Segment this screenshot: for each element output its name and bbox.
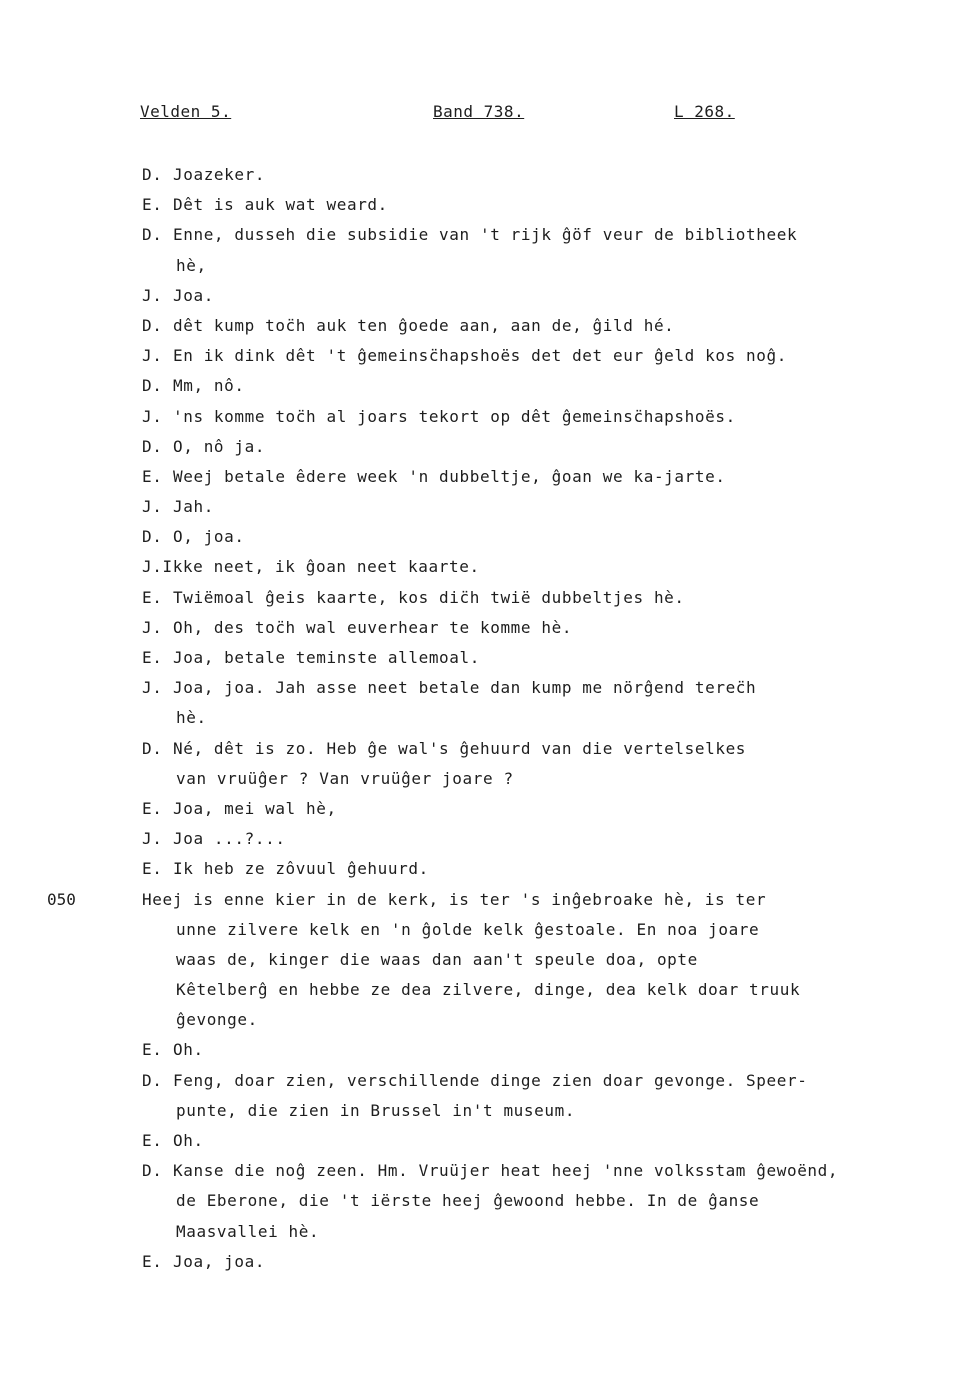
transcript-line [0,764,979,794]
transcript-line [0,371,979,401]
transcript-line [0,492,979,522]
speaker-label: J. [142,285,163,305]
header-tape-number: Band 738. [433,102,525,121]
speaker-label: E. [142,195,163,215]
utterance-text: Kanse die noĝ zeen. Hm. Vruüjer heat heej 'nne volksstam ĝewoënd, [173,1161,839,1181]
transcript-line [0,1066,979,1096]
transcript-line [0,854,979,884]
speaker-label: D. [142,1070,163,1090]
speaker-label: D. [142,376,163,396]
transcript-line [0,1247,979,1277]
speaker-label: J. [142,829,163,849]
transcript-line [0,673,979,703]
transcript-line [0,1005,979,1035]
utterance-text: Heej is enne kier in de kerk, is ter 's inĝebroake hè, is ter [142,889,767,909]
transcript-line [0,703,979,733]
margin-counter: 050 [47,889,76,909]
speaker-label: D. [142,315,163,335]
speaker-label: J. [142,497,163,517]
speaker-label: E. [142,1040,163,1060]
transcript-line [0,552,979,582]
transcript-line [0,220,979,250]
transcript-line [0,794,979,824]
speaker-label: D. [142,1161,163,1181]
header-location: Velden 5. [140,102,232,121]
transcript-line [0,432,979,462]
speaker-label: E. [142,648,163,667]
transcript-line [0,945,979,975]
transcript-line [0,613,979,643]
speaker-label: D. [142,527,163,547]
speaker-label: E. [142,1131,163,1150]
utterance-continuation: punte, die zien in Brussel in't museum. [176,1100,576,1120]
utterance-text: Joa, mei wal hè, [173,798,337,818]
utterance-text: Twiëmoal ĝeis kaarte, kos dic̈h twië dubbeltjes hè. [173,587,685,607]
utterance-text: Feng, doar zien, verschillende dinge zien doar gevonge. Speer- [173,1070,808,1090]
utterance-continuation: van vruüĝer ? Van vruüĝer joare ? [176,768,514,788]
utterance-continuation: ĝevonge. [176,1010,258,1030]
transcript-line [0,311,979,341]
speaker-label: E. [142,859,163,879]
speaker-label: D. [142,225,163,245]
speaker-label: D. [142,436,163,456]
speaker-label: E. [142,798,163,818]
transcript-line [0,190,979,220]
utterance-text: Né, dêt is zo. Heb ĝe wal's ĝehuurd van die vertelselkes [173,738,747,758]
transcript-line [0,1217,979,1247]
speaker-label: J. [142,678,163,698]
utterance-text: Ik heb ze zôvuul ĝehuurd. [173,859,429,879]
utterance-continuation: hè, [176,255,207,275]
speaker-label: D. [142,738,163,758]
header-page-number: L 268. [674,102,735,121]
utterance-text: Jah. [173,497,214,517]
transcript-line [0,734,979,764]
utterance-text: Joa, joa. Jah asse neet betale dan kump me nörĝend terec̈h [173,678,757,698]
transcript-line [0,824,979,854]
utterance-text: Joa, joa. [173,1251,266,1271]
utterance-text: En ik dink dêt 't ĝemeinsc̈hapshoës det det eur ĝeld kos noĝ. [173,346,787,366]
transcript-line [0,402,979,432]
speaker-label: E. [142,1251,163,1271]
utterance-text: Oh. [173,1131,204,1150]
utterance-text: Oh. [173,1040,204,1060]
utterance-continuation: Kêtelberĝ en hebbe ze dea zilvere, dinge, dea kelk doar truuk [176,980,801,1000]
speaker-label: E. [142,466,163,486]
transcript-line [0,1186,979,1216]
utterance-continuation: waas de, kinger die waas dan aan't speule doa, opte [176,949,698,969]
utterance-text: Dêt is auk wat weard. [173,195,388,215]
utterance-text: Oh, des toc̈h wal euverhear te komme hè. [173,617,573,637]
transcript-line [0,160,979,190]
transcript [0,160,979,1277]
transcript-line [0,251,979,281]
utterance-text: Joa. [173,285,214,305]
transcript-line [0,1096,979,1126]
transcript-line [0,915,979,945]
transcript-line [0,462,979,492]
transcript-line [0,583,979,613]
utterance-text: O, nô ja. [173,436,266,456]
utterance-text: Mm, nô. [173,376,245,396]
transcript-line [0,522,979,552]
speaker-label: D. [142,165,163,184]
utterance-text: J.Ikke neet, ik ĝoan neet kaarte. [142,557,480,577]
utterance-text: Joa, betale teminste allemoal. [173,648,480,667]
speaker-label: J. [142,617,163,637]
utterance-continuation: Maasvallei hè. [176,1221,320,1241]
transcript-line [0,975,979,1005]
speaker-label: E. [142,587,163,607]
transcript-line [0,281,979,311]
transcript-line [0,1126,979,1156]
transcript-line [0,1156,979,1186]
utterance-continuation: de Eberone, die 't iërste heej ĝewoond hebbe. In de ĝanse [176,1191,760,1211]
transcript-line [0,341,979,371]
transcript-line [0,885,979,915]
transcript-line [0,643,979,673]
utterance-text: 'ns komme toc̈h al joars tekort op dêt ĝemeinsc̈hapshoës. [173,406,736,426]
utterance-text: Enne, dusseh die subsidie van 't rijk ĝöf veur de bibliotheek [173,225,798,245]
utterance-continuation: hè. [176,708,207,728]
utterance-text: dêt kump toc̈h auk ten ĝoede aan, aan de, ĝild hé. [173,315,675,335]
utterance-text: O, joa. [173,527,245,547]
utterance-text: Joazeker. [173,165,266,184]
speaker-label: J. [142,406,163,426]
transcript-line [0,1035,979,1065]
speaker-label: J. [142,346,163,366]
utterance-text: Weej betale êdere week 'n dubbeltje, ĝoan we ka-jarte. [173,466,726,486]
utterance-continuation: unne zilvere kelk en 'n ĝolde kelk ĝestoale. En noa joare [176,919,760,939]
utterance-text: Joa ...?... [173,829,286,849]
